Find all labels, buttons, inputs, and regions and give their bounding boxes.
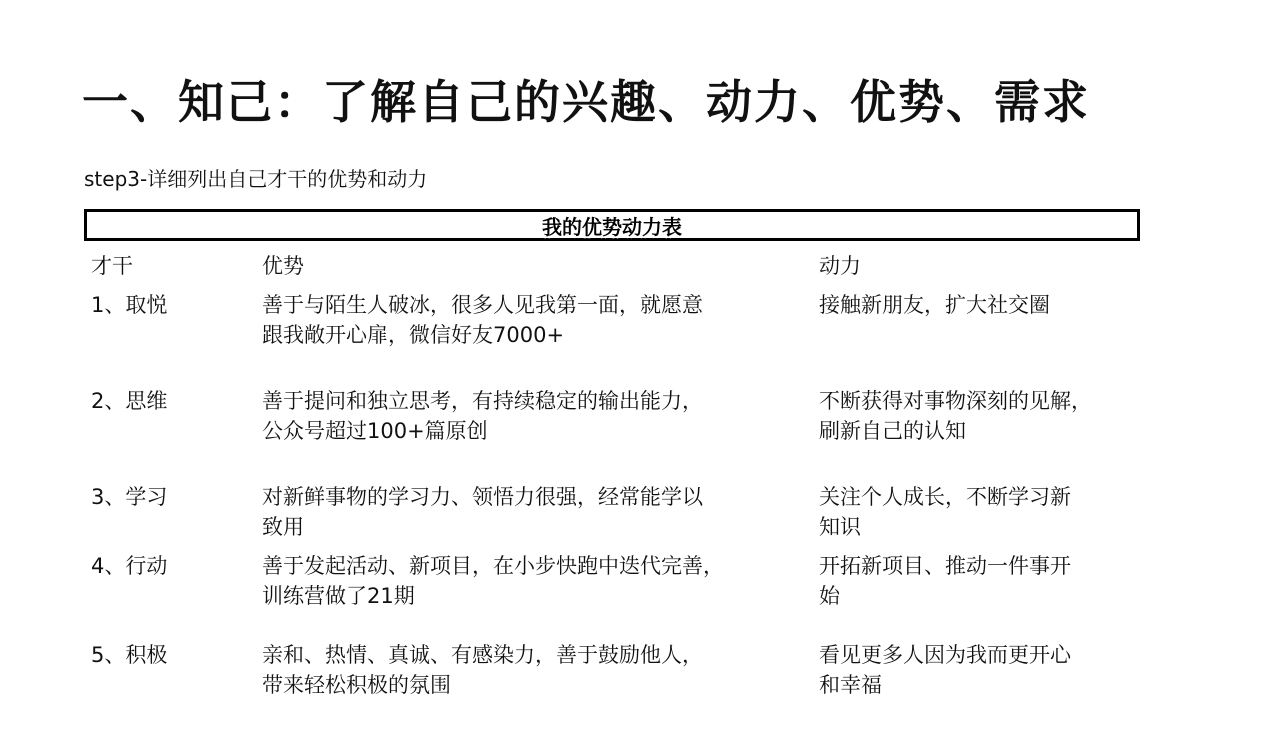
row-2-advantage-line-2: 公众号超过100+篇原创 (262, 419, 488, 443)
header-motivation: 动力 (819, 254, 861, 278)
table-caption (84, 209, 1140, 241)
row-4-advantage-line-1: 善于发起活动、新项目，在小步快跑中迭代完善， (262, 554, 724, 578)
row-2-motivation-line-2: 刷新自己的认知 (819, 419, 966, 443)
row-1-talent: 1、取悦 (91, 293, 168, 317)
row-5-motivation-line-1: 看见更多人因为我而更开心 (819, 643, 1071, 667)
row-5-advantage-line-1: 亲和、热情、真诚、有感染力，善于鼓励他人， (262, 643, 703, 667)
row-2-motivation-line-1: 不断获得对事物深刻的见解， (819, 389, 1092, 413)
row-5-talent: 5、积极 (91, 643, 168, 667)
row-3-motivation-line-2: 知识 (819, 515, 861, 539)
header-talent: 才干 (91, 254, 133, 278)
row-4-talent: 4、行动 (91, 554, 168, 578)
row-2-talent: 2、思维 (91, 389, 168, 413)
row-3-advantage-line-1: 对新鲜事物的学习力、领悟力很强，经常能学以 (262, 485, 703, 509)
row-5-motivation-line-2: 和幸福 (819, 673, 882, 697)
page-subtitle: step3-详细列出自己才干的优势和动力 (84, 167, 428, 191)
page-title: 一、知己：了解自己的兴趣、动力、优势、需求 (82, 75, 1090, 129)
header-advantage: 优势 (262, 254, 304, 278)
row-3-advantage-line-2: 致用 (262, 515, 304, 539)
row-3-motivation-line-1: 关注个人成长，不断学习新 (819, 485, 1071, 509)
row-1-advantage-line-2: 跟我敞开心扉，微信好友7000+ (262, 323, 565, 347)
row-1-motivation-line-1: 接触新朋友，扩大社交圈 (819, 293, 1050, 317)
row-5-advantage-line-2: 带来轻松积极的氛围 (262, 673, 451, 697)
row-3-talent: 3、学习 (91, 485, 168, 509)
row-4-motivation-line-1: 开拓新项目、推动一件事开 (819, 554, 1071, 578)
row-4-advantage-line-2: 训练营做了21期 (262, 584, 415, 608)
row-1-advantage-line-1: 善于与陌生人破冰，很多人见我第一面，就愿意 (262, 293, 703, 317)
table-caption-text: 我的优势动力表 (542, 214, 682, 239)
row-2-advantage-line-1: 善于提问和独立思考，有持续稳定的输出能力， (262, 389, 703, 413)
row-4-motivation-line-2: 始 (819, 584, 840, 608)
